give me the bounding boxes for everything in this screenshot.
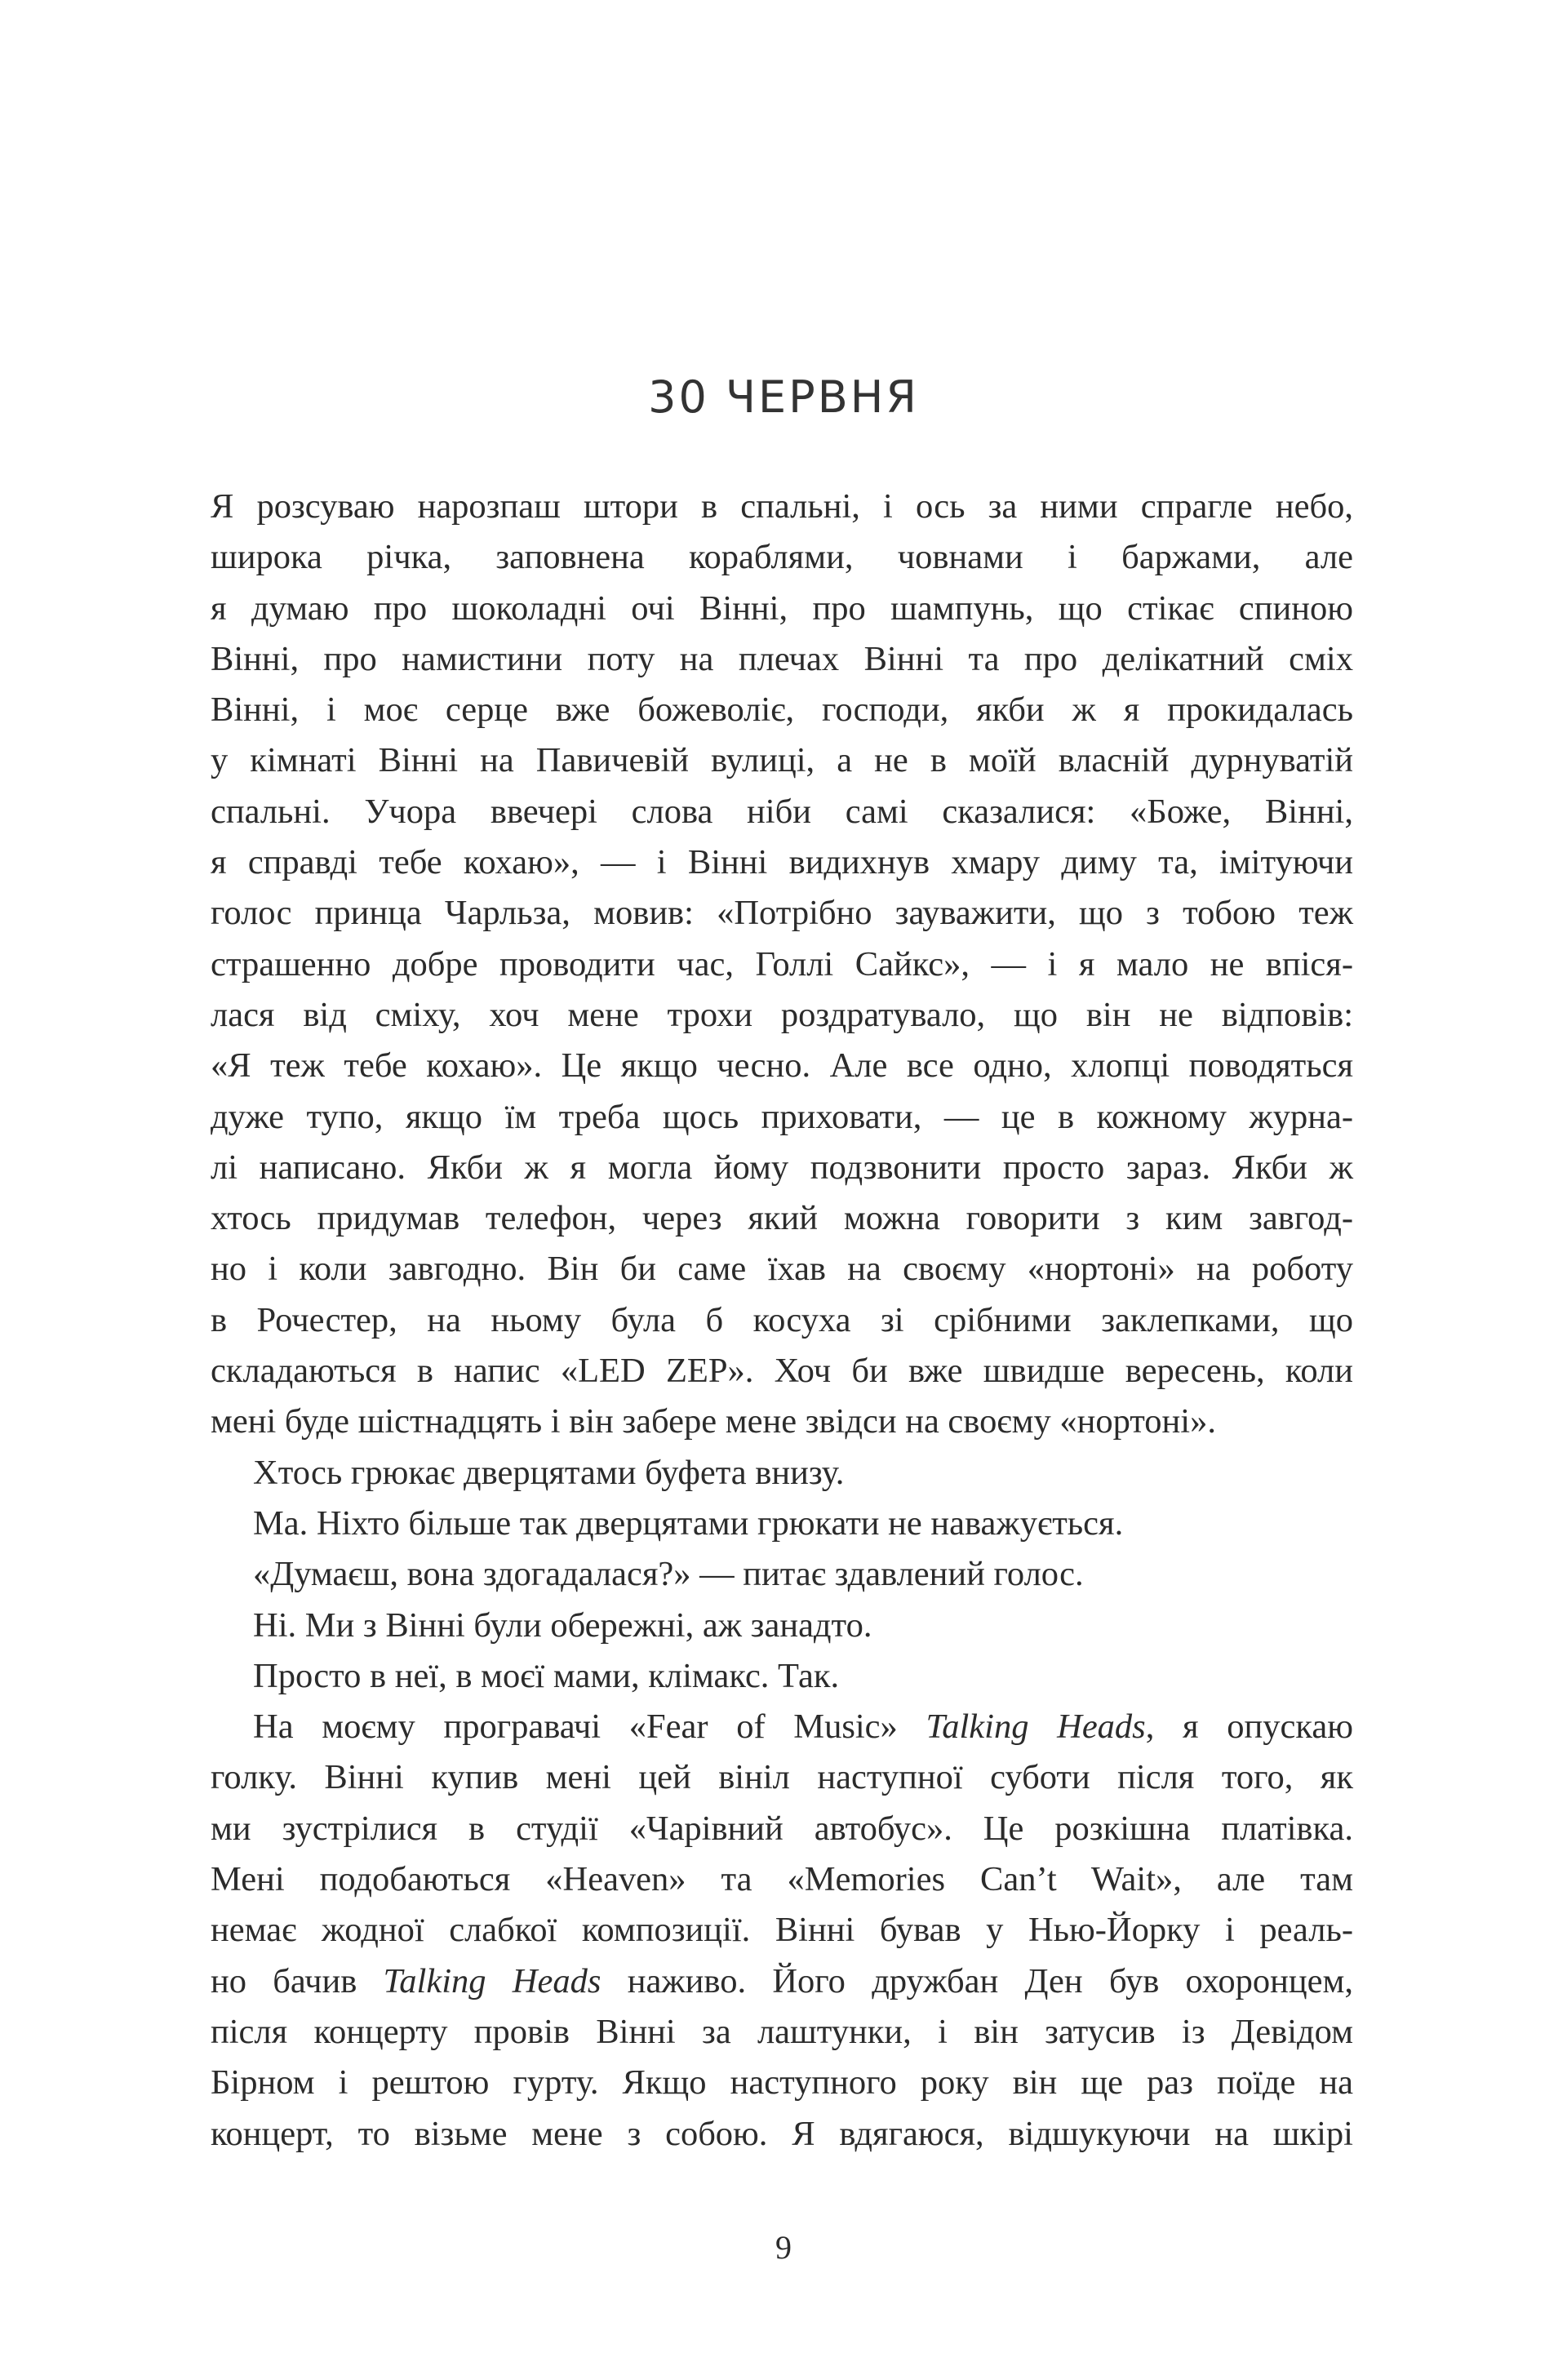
text-line: На моєму програвачі «Fear of Music» Talking Heads, я опускаю — [253, 1707, 1353, 1747]
text-line: Вінні, про намистини поту на плечах Вінні та про делікатний сміх — [211, 639, 1353, 678]
text-line: но і коли завгодно. Він би саме їхав на своєму «нортоні» на роботу — [211, 1250, 1353, 1289]
text-line: я справді тебе кохаю», — і Вінні видихнув хмару диму та, імітуючи — [211, 843, 1353, 882]
text-line: я думаю про шоколадні очі Вінні, про шампунь, що стікає спиною — [211, 588, 1353, 628]
italic-text: Talking Heads — [926, 1707, 1146, 1747]
paragraph — [211, 1499, 1353, 1549]
paragraph — [211, 1651, 1353, 1702]
paragraph — [211, 1549, 1353, 1600]
text-line: «Я теж тебе кохаю». Це якщо чесно. Але все одно, хлопці поводяться — [211, 1046, 1353, 1086]
text-line: Я розсуваю нарозпаш штори в спальні, і ось за ними спрагле небо, — [211, 487, 1353, 526]
text-line: немає жодної слабкої композиції. Вінні бував у Нью-Йорку і реаль- — [211, 1911, 1353, 1950]
text-line: Бірном і рештою гурту. Якщо наступного року він ще раз поїде на — [211, 2063, 1353, 2102]
text-line: концерт, то візьме мене з собою. Я вдягаюся, відшукуючи на шкірі — [211, 2114, 1353, 2153]
text-line: після концерту провів Вінні за лаштунки, і він затусив із Девідом — [211, 2012, 1353, 2051]
text-line: Просто в неї, в моєї мами, клімакс. Так. — [253, 1656, 840, 1695]
text-line: в Рочестер, на ньому була б косуха зі срібними заклепками, що — [211, 1300, 1353, 1339]
chapter-title: 30 ЧЕРВНЯ — [648, 371, 919, 423]
text-line: Мені подобаються «Heaven» та «Memories Can’t Wait», але там — [211, 1860, 1353, 1899]
paragraph — [211, 482, 1353, 1448]
text-line: Ма. Ніхто більше так дверцятами грюкати не наважується. — [253, 1503, 1124, 1543]
text-line: голос принца Чарльза, мовив: «Потрібно зауважити, що з тобою теж — [211, 894, 1353, 933]
italic-text: Talking Heads — [383, 1961, 601, 2000]
text-line: спальні. Учора ввечері слова ніби самі сказалися: «Боже, Вінні, — [211, 792, 1353, 831]
text-line: Хтось грюкає дверцятами буфета внизу. — [253, 1453, 845, 1492]
body-text — [211, 482, 1353, 2160]
text-line: Ні. Ми з Вінні були обережні, аж занадто. — [253, 1605, 872, 1645]
paragraph — [211, 1448, 1353, 1499]
text-line: хтось придумав телефон, через який можна говорити з ким завгод- — [211, 1199, 1353, 1238]
text-line: Вінні, і моє серце вже божеволіє, господи, якби ж я прокидалась — [211, 690, 1353, 730]
page-number: 9 — [775, 2229, 792, 2266]
text-line: но бачив Talking Heads наживо. Його дружбан Ден був охоронцем, — [211, 1961, 1353, 2000]
paragraph — [211, 1702, 1353, 2160]
text-line: у кімнаті Вінні на Павичевій вулиці, а не в моїй власній дурнуватій — [211, 741, 1353, 780]
paragraph — [211, 1601, 1353, 1651]
text-line: «Думаєш, вона здогадалася?» — питає здавлений голос. — [253, 1555, 1084, 1594]
text-line: дуже тупо, якщо їм треба щось приховати, — це в кожному журна- — [211, 1097, 1353, 1136]
text-line: голку. Вінні купив мені цей вініл наступної суботи після того, як — [211, 1758, 1353, 1797]
text-line: лася від сміху, хоч мене трохи роздратувало, що він не відповів: — [211, 995, 1353, 1034]
text-line: страшенно добре проводити час, Голлі Сайкс», — і я мало не впіся- — [211, 944, 1353, 984]
text-line: лі написано. Якби ж я могла йому подзвонити просто зараз. Якби ж — [211, 1148, 1353, 1187]
text-line: мені буде шістнадцять і він забере мене звідси на своєму «нортоні». — [211, 1402, 1216, 1441]
text-line: складаються в напис «LED ZEP». Хоч би вже швидше вересень, коли — [211, 1352, 1353, 1391]
text-line: ми зустрілися в студії «Чарівний автобус». Це розкішна платівка. — [211, 1809, 1353, 1848]
text-line: широка річка, заповнена кораблями, човнами і баржами, але — [211, 538, 1353, 577]
